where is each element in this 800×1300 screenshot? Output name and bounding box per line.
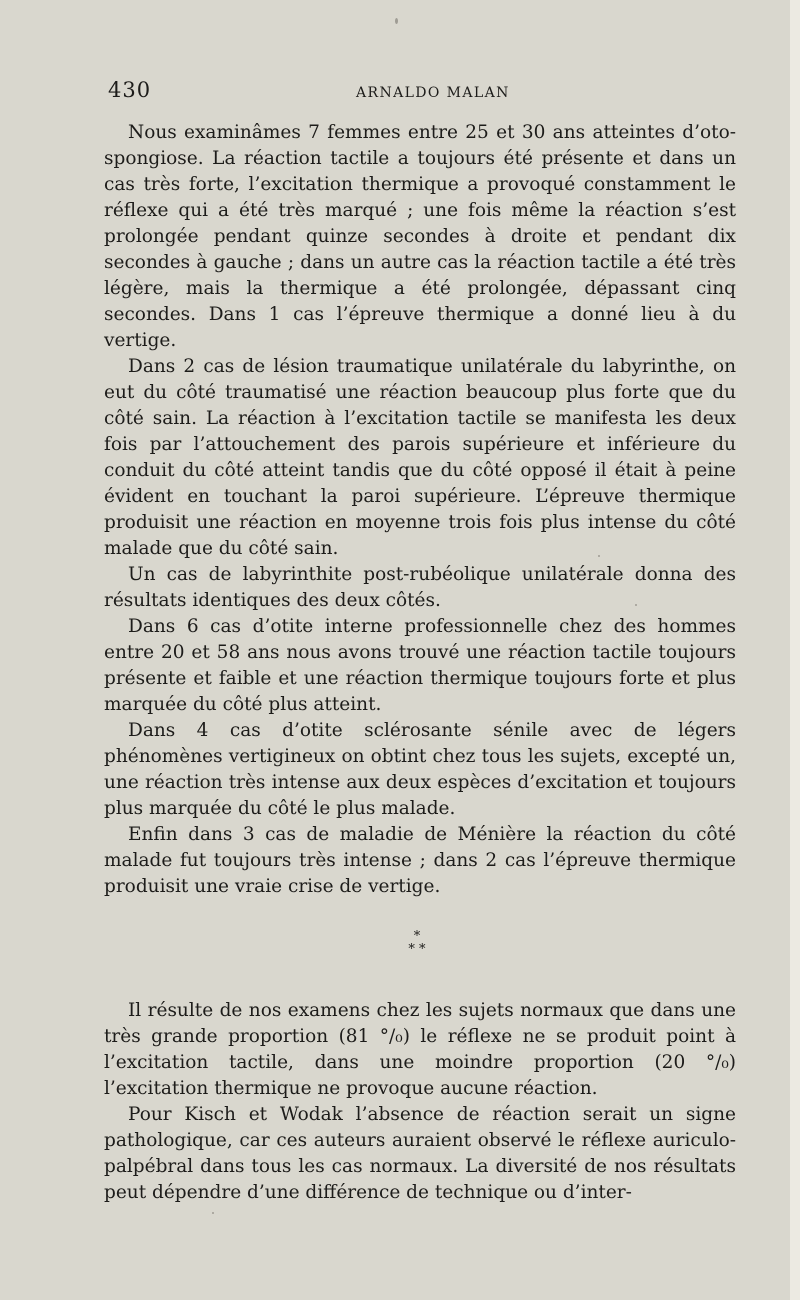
paragraph-meniere: Enfin dans 3 cas de maladie de Ménière la réaction du côté malade fut toujours très intense ; dans 2 cas l’épreuve thermique produisit une vraie crise de vertige. [104, 824, 736, 897]
running-head: ARNALDO MALAN [356, 85, 510, 101]
paper-speck [395, 18, 398, 24]
page-number: 430 [108, 78, 152, 102]
paragraph-kisch-wodak: Pour Kisch et Wodak l’absence de réaction serait un signe pathologique, car ces auteurs auraient observé le réflexe auriculo-palpébral dans tous les cas normaux. La diversité de nos résultats peut dépendre d’une différence de technique ou d’inter- [104, 1104, 736, 1203]
paragraph-otite-interne: Dans 6 cas d’otite interne professionnelle chez des hommes entre 20 et 58 ans nous avons trouvé une réaction tactile toujours présente et faible et une réaction thermique toujours forte et plus marquée du côté plus atteint. [104, 616, 736, 715]
asterism-bottom: * * [408, 942, 426, 957]
paragraph-lesion-traumatique: Dans 2 cas de lésion traumatique unilatérale du labyrinthe, on eut du côté traumatisé une réaction beaucoup plus forte que du côté sain. La réaction à l’excitation tactile se manifesta les deux fois par l’attouchement des parois supérieure et inférieure du conduit du côté atteint tandis que du côté opposé il était à peine évident en touchant la paroi supérieure. L’épreuve thermique produisit une réaction en moyenne trois fois plus intense du côté malade que du côté sain. [104, 356, 736, 559]
asterism-top: * [413, 929, 421, 944]
paper-speck [635, 604, 637, 606]
paragraph-labyrinthite: Un cas de labyrinthite post-rubéolique unilatérale donna des résultats identiques des deux côtés. [104, 564, 736, 611]
paragraph-resultats: Il résulte de nos examens chez les sujets normaux que dans une très grande proportion (81 °/₀) le réflexe ne se produit point à l’excitation tactile, dans une moindre proportion (20 °/₀) l’excitation thermique ne provoque aucune réaction. [104, 1000, 736, 1099]
page-edge [790, 0, 800, 1300]
section-asterism [392, 930, 442, 956]
conclusion-text [104, 998, 736, 1206]
paragraph-otite-sclerosante: Dans 4 cas d’otite sclérosante sénile avec de légers phénomènes vertigineux on obtint chez tous les sujets, excepté un, une réaction très intense aux deux espèces d’excitation et toujours plus marquée du côté le plus malade. [104, 720, 736, 819]
paragraph-oto-spongiose: Nous examinâmes 7 femmes entre 25 et 30 ans atteintes d’oto-spongiose. La réaction tactile a toujours été présente et dans un cas très forte, l’excitation thermique a provoqué constamment le réflexe qui a été très marqué ; une fois même la réaction s’est prolongée pendant quinze secondes à droite et pendant dix secondes à gauche ; dans un autre cas la réaction tactile a été très légère, mais la thermique a été prolongée, dépassant cinq secondes. Dans 1 cas l’épreuve thermique a donné lieu à du vertige. [104, 122, 736, 351]
main-text [104, 120, 736, 900]
paper-speck [598, 555, 600, 557]
paper-speck [212, 1212, 214, 1214]
